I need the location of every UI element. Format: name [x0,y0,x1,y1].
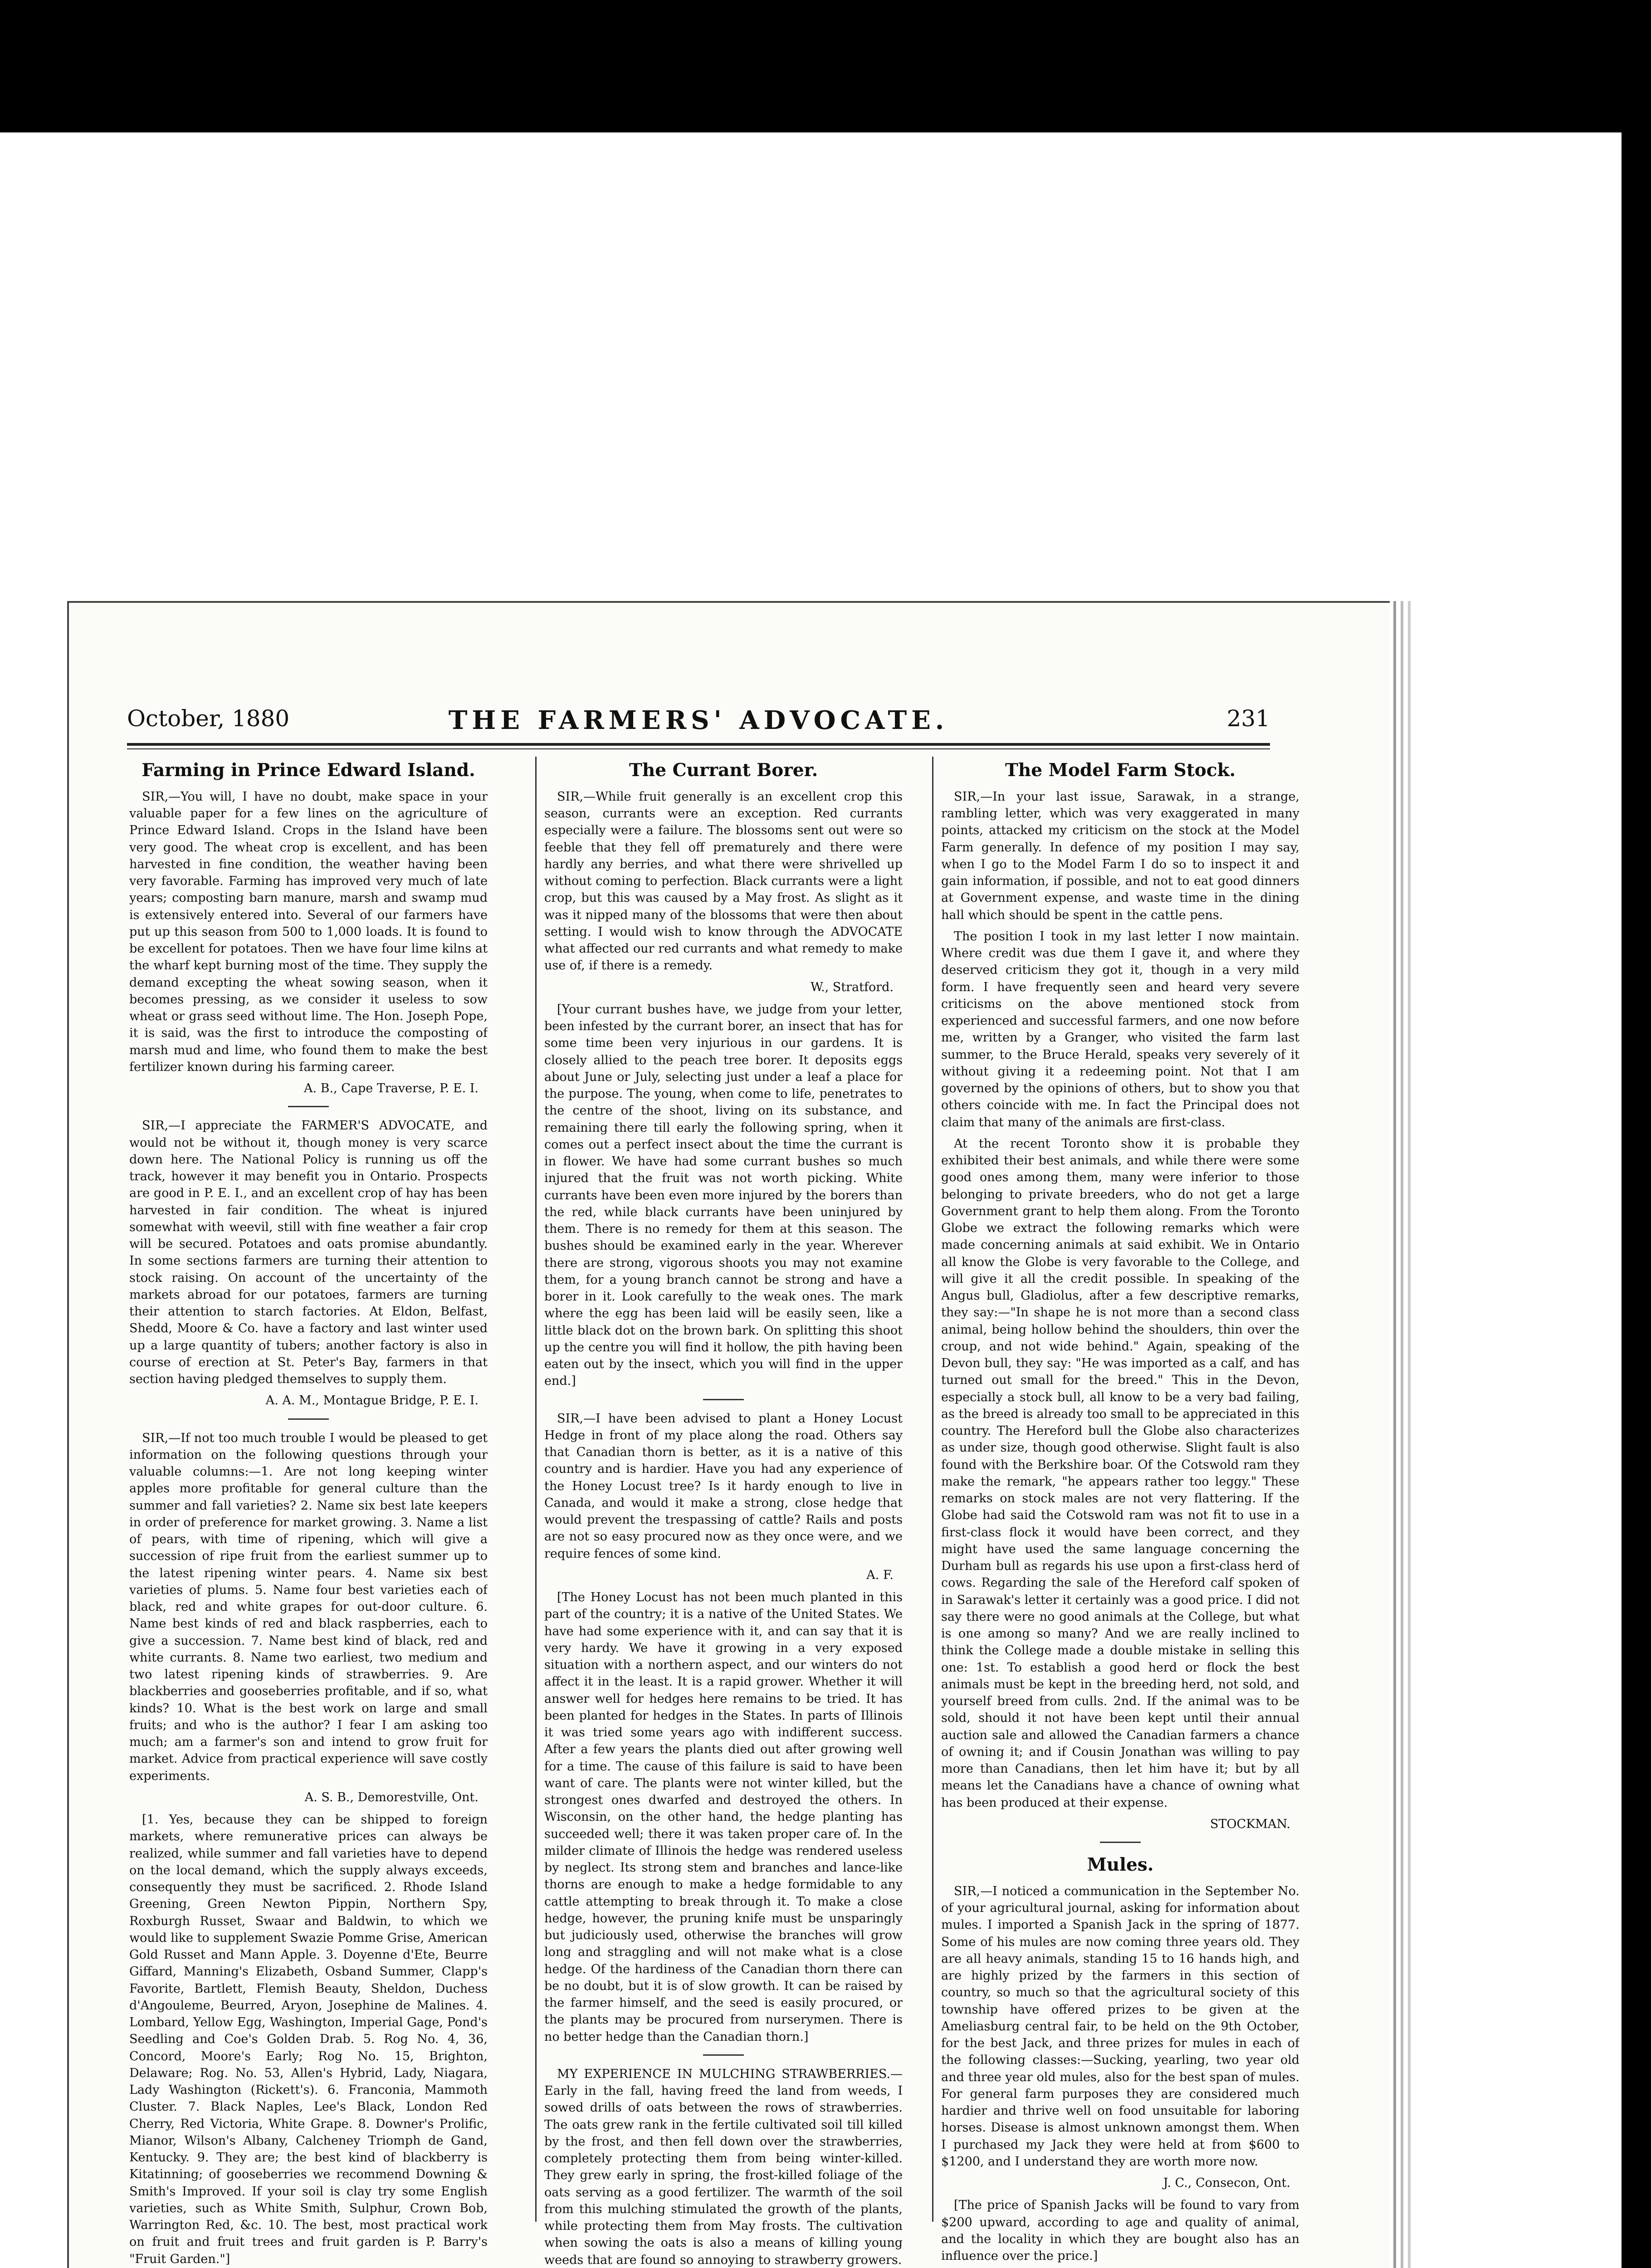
column-1 [129,757,488,2268]
page-number: 231 [1226,705,1270,732]
article-paragraph: SIR,—I have been advised to plant a Honey Locust Hedge in front of my place along the road. Others say that Canadian thorn is better, as it is a native of this country and is hardier. Have you had any experience of the Honey Locust tree? Is it hardy enough to live in Canada, and would it make a strong, close hedge that would prevent the trespassing of cattle? Rails and posts are not so easy procured now as they once were, and we require fences of some kind. [544,1411,903,1561]
page-header [127,705,1270,737]
editor-reply: [1. Yes, because they can be shipped to foreign markets, where remunerative prices can always be realized, while summer and fall varieties have to depend on the local demand, which the supply always exceeds, consequently they must be sacrificed. 2. Rhode Island Greening, Green Newton Pippin, Northern Spy, Roxburgh Russet, Swaar and Baldwin, to which we would like to supplement Swazie Pomme Grise, American Gold Russet and Mann Apple. 3. Doyenne d'Ete, Beurre Giffard, Manning's Elizabeth, Osband Summer, Clapp's Favorite, Bartlett, Flemish Beauty, Sheldon, Duchess d'Angouleme, Beurred, Aryon, Josephine de Malines. 4. Lombard, Yellow Egg, Washington, Imperial Gage, Pond's Seedling and Coe's Golden Drab. 5. Rog No. 4, 36, Concord, Moore's Early; Rog No. 15, Brighton, Delaware; Rog. No. 53, Allen's Hybrid, Lady, Niagara, Lady Washington (Rickett's). 6. Franconia, Mammoth Cluster. 7. Black Naples, Lee's Black, London Red Cherry, Red Victoria, White Grape. 8. Downer's Prolific, Mianor, Wilson's Albany, Calcheney Triomph de Gand, Kentucky. 9. They are; the best kind of blackberry is Kitatinning; of gooseberries we recommend Downing & Smith's Improved. If your soil is clay try some English varieties, such as White Smith, Sulphur, Crown Bob, Warrington Red, &c. 10. The best, most practical work on fruit and fruit trees and fruit garden is P. Barry's "Fruit Garden."] [129,1813,488,2266]
column-divider [932,757,933,2222]
article-paragraph: SIR,—You will, I have no doubt, make space in your valuable paper for a few lines on the agriculture of Prince Edward Island. Crops in the Island have been very good. The wheat crop is excellent, and has been harvested in fine condition, the weather having been very favorable. Farming has improved very much of late years; composting barn manure, marsh and swamp mud is extensively entered into. Several of our farmers have put up this season from 500 to 1,000 loads. It is found to be excellent for potatoes. Then we have four lime kilns at the wharf kept burning most of the time. They supply the demand excepting the wheat sowing season, when it becomes pressing, as we consider it useless to sow wheat or grass seed without lime. The Hon. Joseph Pope, it is said, was the first to introduce the composting of marsh mud and lime, who found them to make the best fertilizer known during his farming career. [129,789,488,1074]
separator [703,2054,744,2056]
signature: W., Stratford. [810,980,894,994]
signature: STOCKMAN. [1210,1817,1290,1831]
article-title: Farming in Prince Edward Island. [142,760,475,781]
column-2 [544,757,903,2268]
masthead-title: THE FARMERS' ADVOCATE. [448,705,949,735]
article-paragraph: SIR,—I noticed a communication in the September No. of your agricultural journal, asking for information about mules. I imported a Spanish Jack in the spring of 1877. Some of his mules are now coming three years old. They are all heavy animals, standing 15 to 16 hands high, and are highly prized by the farmers in this section of country, so much so that the agricultural society of this township have offered prizes to be given at the Ameliasburg central fair, to be held on the 9th October, for the best Jack, and three prizes for mules in each of the following classes:—Sucking, yearling, two year old and three year old mules, also for the best span of mules. For general farm purposes they are considered much hardier and thrive well on food unsuitable for laboring horses. Disease is almost unknown amongst them. When I purchased my Jack they were held at from $600 to $1200, and I understand they are worth more now. [941,1884,1299,2169]
article-paragraph: SIR,—In your last issue, Sarawak, in a strange, rambling letter, which was very exaggerated in many points, attacked my criticism on the stock at the Model Farm generally. In defence of my position I may say, when I go to the Model Farm I do so to inspect it and gain information, if possible, and not to eat good dinners at Government expense, and waste time in the dining hall which should be spent in the cattle pens. [941,789,1299,922]
editor-reply: [The Honey Locust has not been much planted in this part of the country; it is a native of the United States. We have had some experience with it, and can say that it is very hardy. We have it growing in a very exposed situation with a northern aspect, and our winters do not affect it in the least. It is a rapid grower. Whether it will answer well for hedges here remains to be tried. It has been planted for hedges in the States. In parts of Illinois it was tried some years ago with indifferent success. After a few years the plants died out after growing well for a time. The cause of this failure is said to have been want of care. The plants were not winter killed, but the strongest ones dwarfed and destroyed the others. In Wisconsin, on the other hand, the hedge planting has succeeded well; there it was taken proper care of. In the milder climate of Illinois the hedge was rendered useless by neglect. Its strong stem and branches and lance-like thorns are enough to make a hedge formidable to any cattle attempting to break through it. To make a close hedge, however, the pruning knife must be unsparingly but judiciously used, otherwise the branches will grow long and straggling and will not make what is a close hedge. Of the hardiness of the Canadian thorn there can be no doubt, but it is of slow growth. It can be raised by the farmer himself, and the seed is easily procured, or the plants may be procured from nurserymen. There is no better hedge than the Canadian thorn.] [544,1590,903,2044]
editor-reply: [The price of Spanish Jacks will be found to vary from $200 upward, according to age and quality of animal, and the locality in which they are bought also has an influence over the price.] [941,2198,1299,2263]
article-paragraph: SIR,—If not too much trouble I would be pleased to get information on the following questions through your valuable columns:—1. Are not long keeping winter apples more profitable for general culture than the summer and fall varieties? 2. Name six best late keepers in order of preference for market growing. 3. Name a list of pears, with time of ripening, which will give a succession of ripe fruit from the earliest summer up to the latest ripening winter pears. 4. Name six best varieties of plums. 5. Name four best varieties each of black, red and white grapes for out-door culture. 6. Name best kinds of red and black raspberries, each to give a succession. 7. Name best kind of black, red and white currants. 8. Name two earliest, two medium and two latest ripening kinds of strawberries. 9. Are blackberries and gooseberries profitable, and if so, what kinds? 10. What is the best work on large and small fruits; and who is the author? I fear I am asking too much; am a farmer's son and intend to grow fruit for market. Advice from practical experience will save costly experiments. [129,1431,488,1783]
header-rule [127,743,1270,746]
signature: A. S. B., Demorestville, Ont. [304,1790,479,1804]
column-divider [535,757,537,2222]
separator [703,1399,744,1400]
article-paragraph: SIR,—I appreciate the FARMER'S ADVOCATE, and would not be without it, though money is very scarce down here. The National Policy is running us off the track, however it may benefit you in Ontario. Prospects are good in P. E. I., and an excellent crop of hay has been harvested in fair condition. The wheat is injured somewhat with weevil, still with fine weather a fair crop will be secured. Potatoes and oats promise abundantly. In some sections farmers are turning their attention to stock raising. On account of the uncertainty of the markets abroad for our potatoes, farmers are turning their attention to starch factories. At Eldon, Belfast, Shedd, Moore & Co. have a factory and last winter used up a large quantity of tubers; another factory is also in course of erection at St. Peter's Bay, farmers in that section having pledged themselves to supply them. [129,1119,488,1387]
editor-reply: [Your currant bushes have, we judge from your letter, been infested by the currant borer, an insect that has for some time been very injurious in our gardens. It is closely allied to the peach tree borer. It deposits eggs about June or July, selecting just under a leaf a place for the purpose. The young, when come to life, penetrates to the centre of the shoot, living on its substance, and remaining there till early the following spring, when it comes out a perfect insect about the time the currant is in flower. We have had some currant bushes so much injured that the fruit was not worth picking. White currants have been even more injured by the borers than the red, while black currants have been uninjured by them. There is no remedy for them at this season. The bushes should be examined early in the year. Wherever there are strong, vigorous shoots you may not examine them, for a young branch cannot be strong and have a borer in it. Look carefully to the weak ones. The mark where the egg has been laid will be easily seen, like a little black dot on the brown bark. On splitting this shoot up the centre you will find it hollow, the pith having been eaten out by the insect, which you will find in the upper end.] [544,1002,903,1388]
article-paragraph: The position I took in my last letter I now maintain. Where credit was due them I gave it, and where they deserved criticism they got it, though in a very mild form. I have frequently seen and heard very severe criticisms on the above mentioned stock from experienced and successful farmers, and one now before me, written by a Granger, who visited the farm last summer, to the Bruce Herald, speaks very severely of it without giving it a redeeming point. Not that I am governed by the opinions of others, but to show you that others coincide with me. In fact the Principal does not claim that many of the animals are first-class. [941,929,1299,1129]
page-edge [1401,601,1403,2268]
separator [288,1418,329,1420]
page-edge [1408,601,1411,2268]
signature: A. F. [866,1568,894,1582]
signature: A. B., Cape Traverse, P. E. I. [304,1081,479,1096]
signature: A. A. M., Montague Bridge, P. E. I. [265,1393,479,1408]
header-date: October, 1880 [127,705,290,732]
article-paragraph: MY EXPERIENCE IN MULCHING STRAWBERRIES.—Early in the fall, having freed the land from weeds, I sowed drills of oats between the rows of strawberries. The oats grew rank in the fertile cultivated soil till killed by the frost, and then fell down over the strawberries, completely protecting them from being winter-killed. They grew early in spring, the frost-killed foliage of the oats serving as a good fertilizer. The warmth of the soil from this mulching stimulated the growth of the plants, while protecting them from May frosts. The cultivation when sowing the oats is also a means of killing young weeds that are found so annoying to strawberry growers. [544,2067,903,2267]
separator [288,1106,329,1107]
signature: J. C., Consecon, Ont. [1163,2176,1290,2190]
article-title: The Currant Borer. [629,760,818,781]
column-3 [941,757,1299,2268]
article-title: Mules. [1087,1854,1154,1876]
page-edge [1393,601,1396,2268]
article-paragraph: At the recent Toronto show it is probable they exhibited their best animals, and while there were some good ones among them, many were inferior to those belonging to private breeders, who do not get a large Government grant to help them along. From the Toronto Globe we extract the following remarks which were made concerning animals at said exhibit. We in Ontario all know the Globe is very favorable to the College, and will give it all the credit possible. In speaking of the Angus bull, Gladiolus, after a few descriptive remarks, they say:—"In shape he is not more than a second class animal, being hollow behind the shoulders, thin over the croup, and not wide behind." Again, speaking of the Devon bull, they say: "He was imported as a calf, and has turned out small for the breed." This in the Devon, especially a stock bull, all know to be a very bad failing, as the breed is already too small to be appreciated in this country. The Hereford bull the Globe also characterizes as under size, though good otherwise. Slight fault is also found with the Berkshire boar. Of the Cotswold ram they make the remark, "he appears rather too leggy." These remarks on stock males are not very flattering. If the Globe had said the Cotswold ram was not fit to use in a first-class flock it would have been correct, and they might have used the same language concerning the Durham bull as regards his use upon a first-class herd of cows. Regarding the sale of the Hereford calf spoken of in Sarawak's letter it certainly was a good price. I did not say there were no good animals at the College, but what is one among so many? And we are really inclined to think the College made a double mistake in selling this one: 1st. To establish a good herd or flock the best animals must be kept in the breeding herd, not sold, and yourself breed from culls. 2nd. If the animal was to be sold, should it not have been kept until their annual auction sale and allowed the Canadian farmers a chance of owning it; and if Cousin Jonathan was willing to pay more than Canadians, then let him have it; but by all means let the Canadians have a chance of owning what has been produced at their expense. [941,1136,1299,1810]
separator [1100,1842,1141,1843]
scan-border-top [0,0,1651,132]
header-rule [127,748,1270,749]
article-title: The Model Farm Stock. [1005,760,1236,781]
article-paragraph: SIR,—While fruit generally is an excellent crop this season, currants were an exception. Red currants especially were a failure. The blossoms sent out were so feeble that they fell off prematurely and there were hardly any berries, and what there were shrivelled up without coming to perfection. Black currants were a light crop, but this was caused by a May frost. As slight as it was it nipped many of the blossoms that were then about setting. I would wish to know through the ADVOCATE what affected our red currants and what remedy to make use of, if there is a remedy. [544,789,903,973]
scan-border-right [1622,132,1651,2268]
